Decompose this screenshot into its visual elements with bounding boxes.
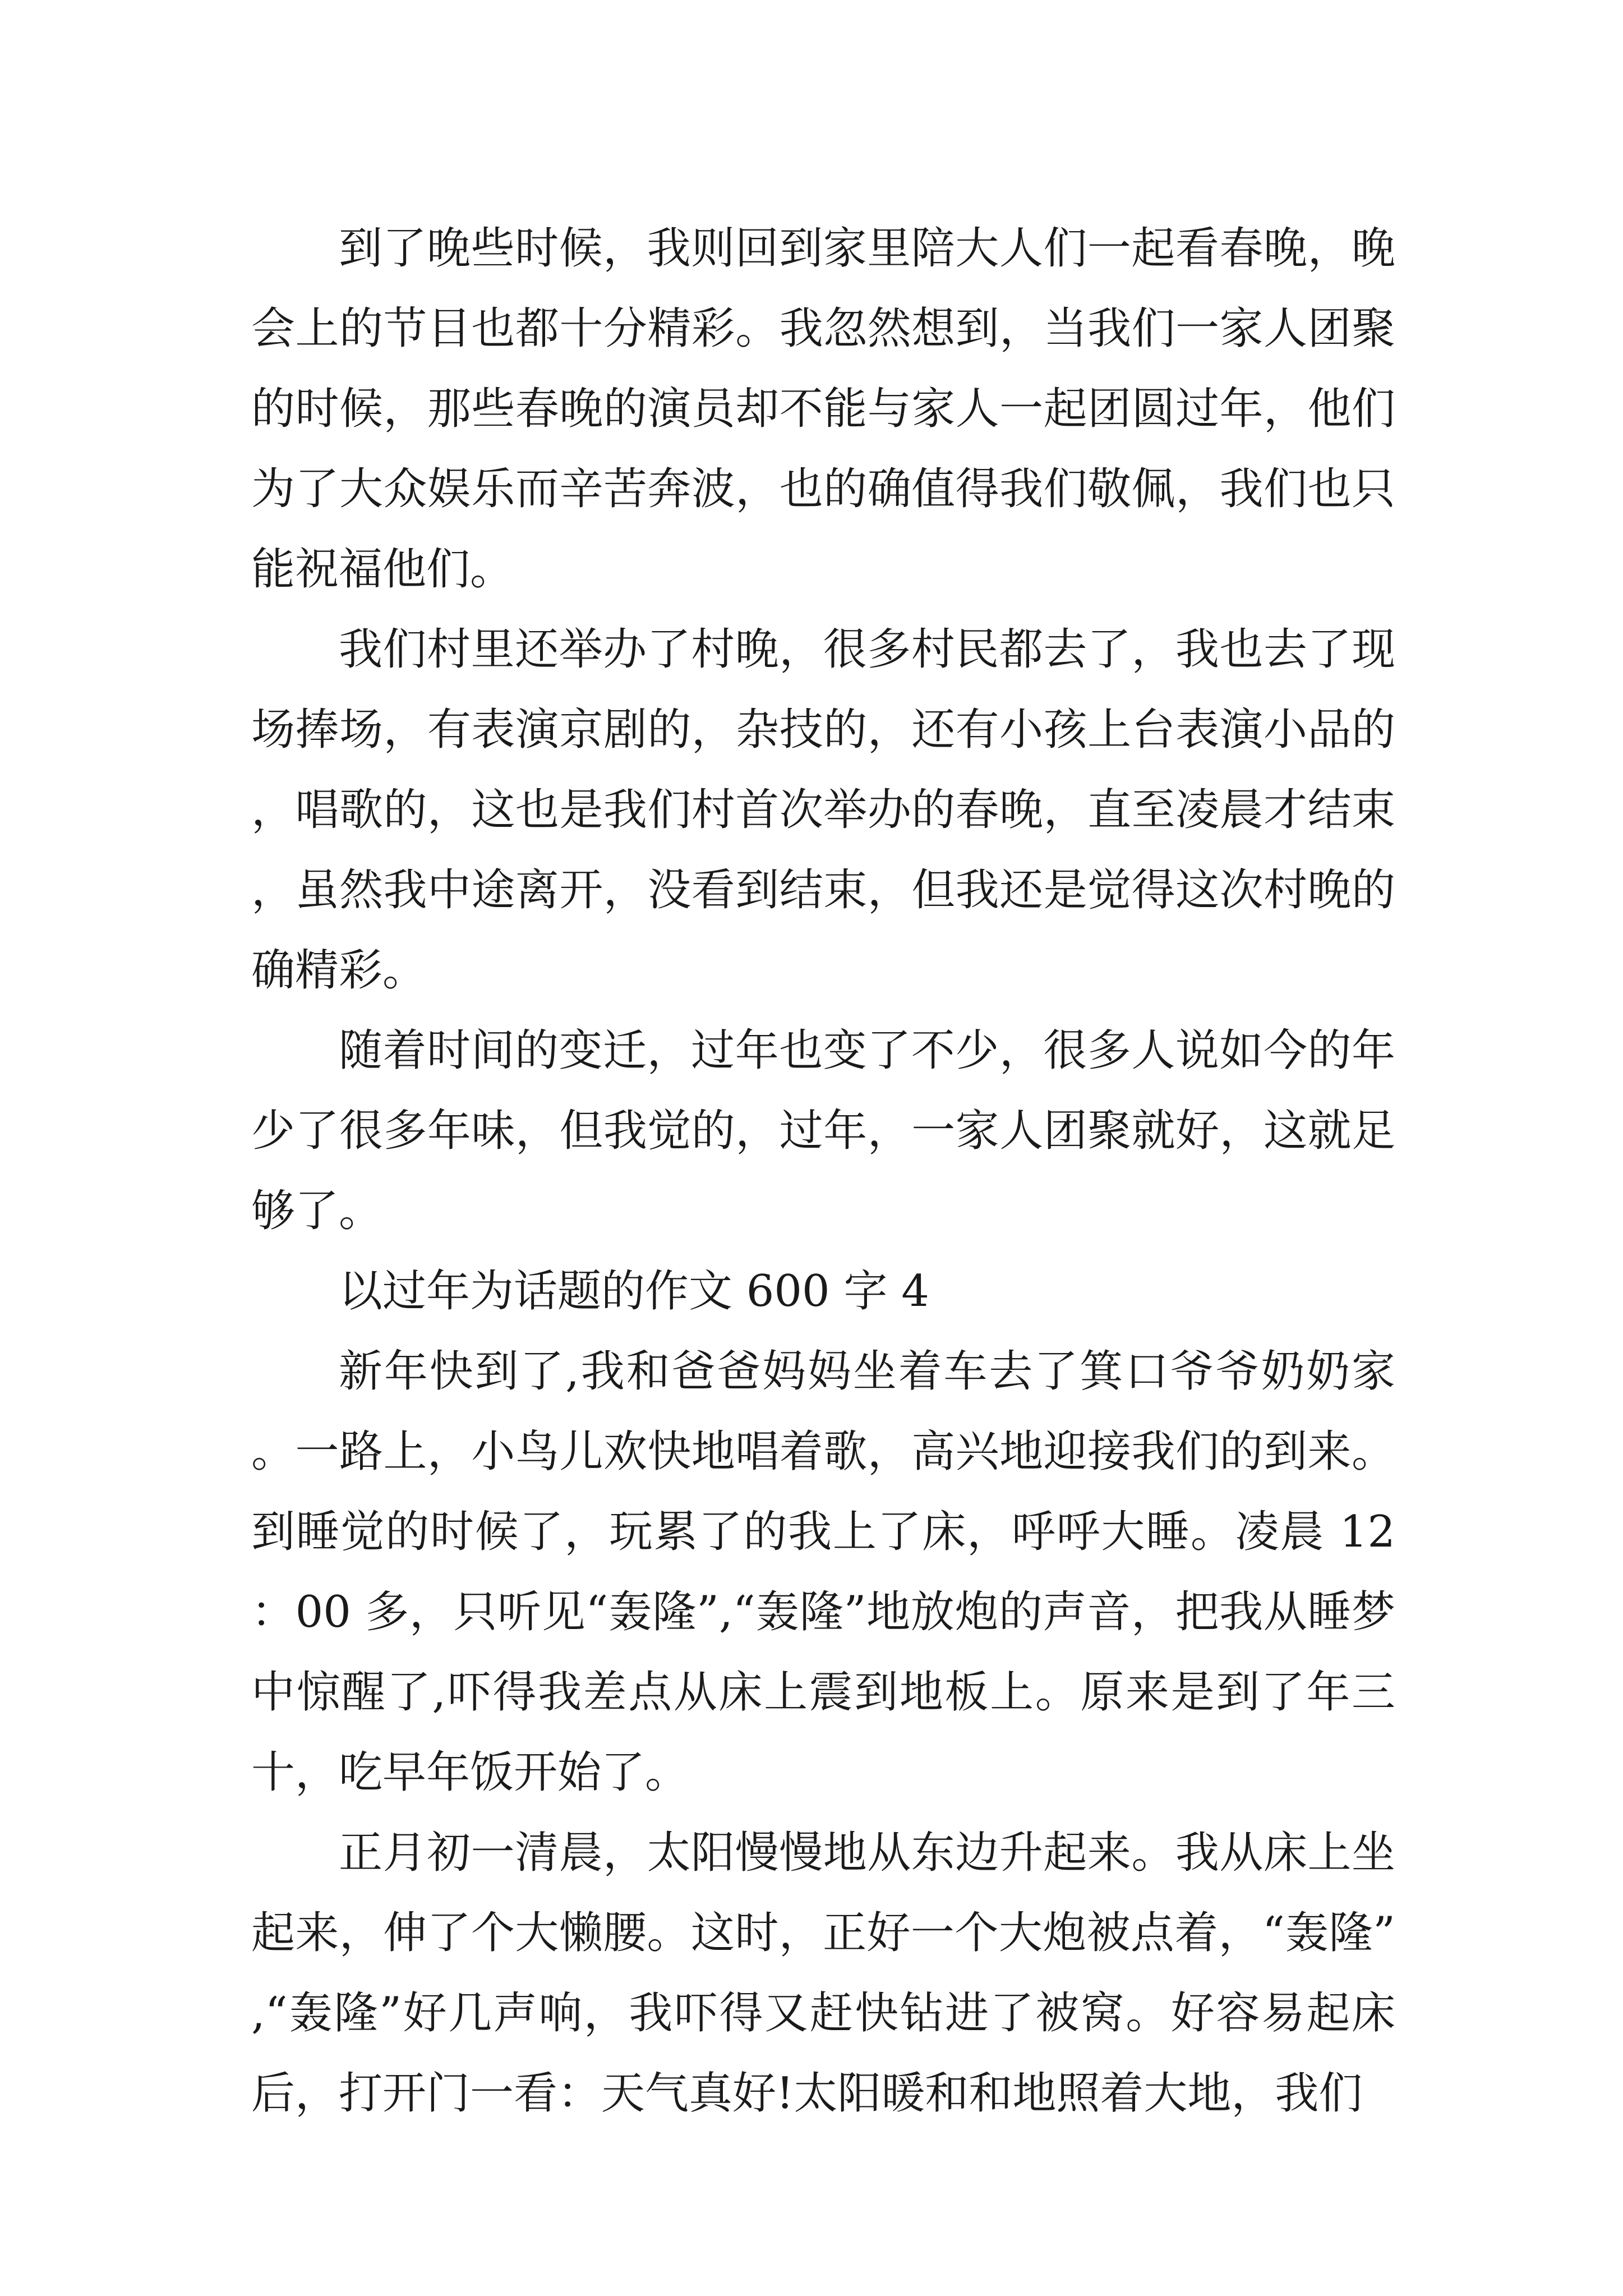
paragraph-changing-times: 随着时间的变迁，过年也变了不少，很多人说如今的年少了很多年味，但我觉的，过年，一家人团聚就好，这就足够了。 [251, 1025, 1395, 1236]
essay-heading: 以过年为话题的作文 600 字 4 [339, 1266, 929, 1317]
paragraph-village-gala: 我们村里还举办了村晚，很多村民都去了，我也去了现场捧场，有表演京剧的，杂技的，还有小孩上台表演小品的，唱歌的，这也是我们村首次举办的春晚，直至凌晨才结束，虽然我中途离开，没看到结束，但我还是觉得这次村晚的确精彩。 [251, 624, 1395, 996]
document-body [251, 209, 1395, 2134]
paragraph-spring-gala: 到了晚些时候，我则回到家里陪大人们一起看春晚，晚会上的节目也都十分精彩。我忽然想到，当我们一家人团聚的时候，那些春晚的演员却不能与家人一起团圆过年，他们为了大众娱乐而辛苦奔波，也的确值得我们敬佩，我们也只能祝福他们。 [251, 223, 1395, 595]
paragraph-new-year-eve: 新年快到了,我和爸爸妈妈坐着车去了箕口爷爷奶奶家。一路上，小鸟儿欢快地唱着歌，高兴地迎接我们的到来。到睡觉的时候了，玩累了的我上了床，呼呼大睡。凌晨 12：00 多，只听见“轰隆”,“轰隆”地放炮的声音，把我从睡梦中惊醒了,吓得我差点从床上震到地板上。原来是到了年三十，吃早年饭开始了。 [251, 1346, 1395, 1798]
paragraph-new-year-morning: 正月初一清晨，太阳慢慢地从东边升起来。我从床上坐起来，伸了个大懒腰。这时，正好一个大炮被点着，“轰隆”,“轰隆”好几声响，我吓得又赶快钻进了被窝。好容易起床后，打开门一看：天气真好!太阳暖和和地照着大地，我们 [251, 1828, 1395, 2119]
